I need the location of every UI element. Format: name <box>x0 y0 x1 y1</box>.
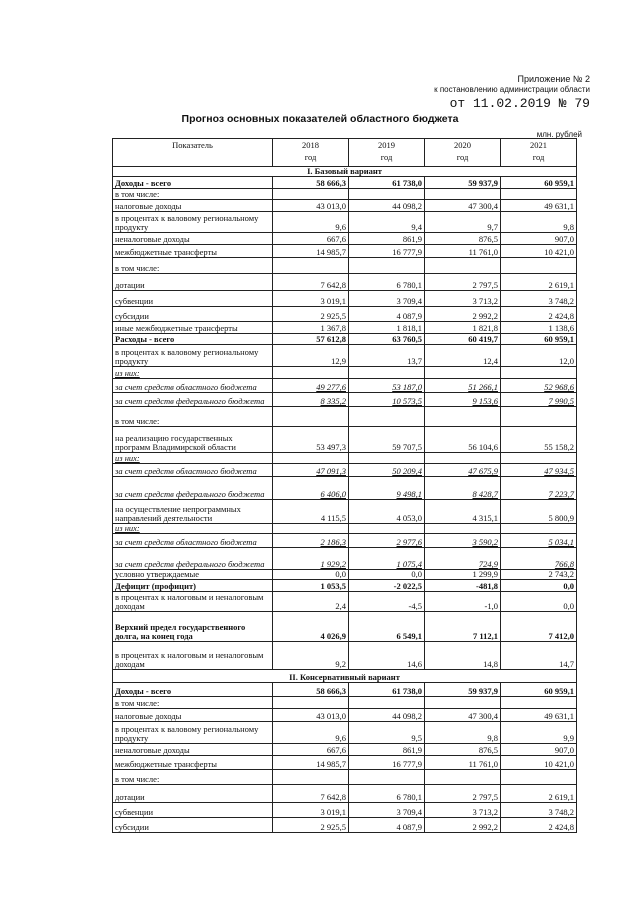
value-cell-2021: 5 800,9 <box>501 500 577 524</box>
indicator-cell: в том числе: <box>113 770 273 785</box>
indicator-cell: субсидии <box>113 818 273 833</box>
value-cell-2018: 1 367,8 <box>273 322 349 334</box>
value-cell-2020: -1,0 <box>425 592 501 612</box>
value-cell-2019: 4 053,0 <box>349 500 425 524</box>
indicator-cell: за счет средств областного бюджета <box>113 379 273 393</box>
table-row <box>113 722 577 744</box>
indicator-cell: на осуществление непрограммных направлений деятельности <box>113 500 273 524</box>
table-row <box>113 697 577 709</box>
appendix-number: Приложение № 2 <box>517 74 590 84</box>
value-cell-2019: 50 209,4 <box>349 464 425 477</box>
value-cell-2019: 63 760,5 <box>349 334 425 345</box>
indicator-cell: в том числе: <box>113 189 273 200</box>
value-cell-2018: 3 019,1 <box>273 803 349 818</box>
header-year-2021: 2021 год <box>501 139 577 167</box>
table-row <box>113 818 577 833</box>
value-cell-2020: 47 300,4 <box>425 709 501 722</box>
value-cell-2021: 2 619,1 <box>501 274 577 291</box>
table-row <box>113 709 577 722</box>
value-cell-2020 <box>425 770 501 785</box>
header-year-2020: 2020 год <box>425 139 501 167</box>
table-row <box>113 548 577 570</box>
table-row <box>113 580 577 592</box>
section-title-base: I. Базовый вариант <box>113 167 577 177</box>
indicator-cell: в процентах к валовому региональному продукту <box>113 722 273 744</box>
indicator-cell: за счет средств федерального бюджета <box>113 477 273 500</box>
value-cell-2020: -481,8 <box>425 580 501 592</box>
indicator-cell: межбюджетные трансферты <box>113 756 273 770</box>
value-cell-2018: 43 013,0 <box>273 200 349 212</box>
value-cell-2021: 2 424,8 <box>501 307 577 322</box>
header-indicator: Показатель <box>113 139 273 167</box>
table-row <box>113 322 577 334</box>
value-cell-2018: 2,4 <box>273 592 349 612</box>
value-cell-2018 <box>273 453 349 464</box>
value-cell-2019: 16 777,9 <box>349 756 425 770</box>
table-row <box>113 393 577 407</box>
table-row <box>113 200 577 212</box>
indicator-cell: Верхний предел государственного долга, на конец года <box>113 612 273 642</box>
value-cell-2018: 58 666,3 <box>273 683 349 697</box>
indicator-cell: в процентах к валовому региональному продукту <box>113 345 273 367</box>
value-cell-2021: 0,0 <box>501 580 577 592</box>
value-cell-2019: 6 780,1 <box>349 274 425 291</box>
value-cell-2020 <box>425 407 501 427</box>
value-cell-2019: 13,7 <box>349 345 425 367</box>
section-title-conservative: II. Консервативный вариант <box>113 670 577 683</box>
value-cell-2018 <box>273 697 349 709</box>
indicator-cell: в процентах к налоговым и неналоговым доходам <box>113 642 273 670</box>
indicator-cell: дотации <box>113 785 273 803</box>
value-cell-2020 <box>425 189 501 200</box>
value-cell-2020: 47 300,4 <box>425 200 501 212</box>
value-cell-2018: 2 925,5 <box>273 818 349 833</box>
value-cell-2021 <box>501 770 577 785</box>
table-row <box>113 524 577 534</box>
table-row <box>113 453 577 464</box>
table-row <box>113 274 577 291</box>
table-row <box>113 407 577 427</box>
value-cell-2020: 2 992,2 <box>425 307 501 322</box>
indicator-cell: из них: <box>113 367 273 379</box>
table-row <box>113 379 577 393</box>
table-row <box>113 803 577 818</box>
value-cell-2021: 2 424,8 <box>501 818 577 833</box>
value-cell-2019: 59 707,5 <box>349 427 425 453</box>
value-cell-2019: 3 709,4 <box>349 291 425 307</box>
value-cell-2018: 47 091,3 <box>273 464 349 477</box>
value-cell-2018: 667,6 <box>273 744 349 756</box>
value-cell-2019: 6 780,1 <box>349 785 425 803</box>
table-row <box>113 612 577 642</box>
value-cell-2018 <box>273 367 349 379</box>
value-cell-2018 <box>273 407 349 427</box>
value-cell-2020: 4 315,1 <box>425 500 501 524</box>
value-cell-2018: 14 985,7 <box>273 756 349 770</box>
indicator-cell: в том числе: <box>113 697 273 709</box>
value-cell-2020: 9,7 <box>425 212 501 233</box>
value-cell-2020: 1 821,8 <box>425 322 501 334</box>
units-label: млн. рублей <box>536 130 582 139</box>
value-cell-2019: 14,6 <box>349 642 425 670</box>
resolution-date-number: от 11.02.2019 № 79 <box>449 96 590 111</box>
table-row <box>113 345 577 367</box>
indicator-cell: Расходы - всего <box>113 334 273 345</box>
value-cell-2021 <box>501 258 577 274</box>
table-row <box>113 785 577 803</box>
value-cell-2019 <box>349 697 425 709</box>
value-cell-2021: 0,0 <box>501 592 577 612</box>
value-cell-2018: 43 013,0 <box>273 709 349 722</box>
table-row <box>113 307 577 322</box>
value-cell-2021: 60 959,1 <box>501 334 577 345</box>
value-cell-2019: 9,5 <box>349 722 425 744</box>
budget-forecast-table <box>112 138 577 833</box>
indicator-cell: субвенции <box>113 803 273 818</box>
value-cell-2020: 11 761,0 <box>425 245 501 258</box>
value-cell-2021: 49 631,1 <box>501 709 577 722</box>
value-cell-2018: 9,6 <box>273 212 349 233</box>
value-cell-2020: 51 266,1 <box>425 379 501 393</box>
value-cell-2019: 4 087,9 <box>349 818 425 833</box>
value-cell-2019 <box>349 407 425 427</box>
value-cell-2018 <box>273 770 349 785</box>
table-header-row <box>113 139 577 167</box>
value-cell-2019: 861,9 <box>349 744 425 756</box>
value-cell-2019: 3 709,4 <box>349 803 425 818</box>
value-cell-2020: 3 713,2 <box>425 291 501 307</box>
value-cell-2021 <box>501 453 577 464</box>
table-row <box>113 500 577 524</box>
value-cell-2019: 1 818,1 <box>349 322 425 334</box>
value-cell-2020: 56 104,6 <box>425 427 501 453</box>
value-cell-2018: 2 186,3 <box>273 534 349 548</box>
value-cell-2019: 0,0 <box>349 570 425 580</box>
value-cell-2020: 59 937,9 <box>425 683 501 697</box>
value-cell-2019: 44 098,2 <box>349 709 425 722</box>
value-cell-2018: 3 019,1 <box>273 291 349 307</box>
value-cell-2021 <box>501 189 577 200</box>
value-cell-2021: 47 934,5 <box>501 464 577 477</box>
table-row <box>113 642 577 670</box>
indicator-cell: налоговые доходы <box>113 709 273 722</box>
table-row <box>113 756 577 770</box>
value-cell-2018: 1 929,2 <box>273 548 349 570</box>
value-cell-2021 <box>501 524 577 534</box>
value-cell-2020: 59 937,9 <box>425 177 501 189</box>
value-cell-2020: 8 428,7 <box>425 477 501 500</box>
indicator-cell: в процентах к валовому региональному продукту <box>113 212 273 233</box>
value-cell-2021: 5 034,1 <box>501 534 577 548</box>
value-cell-2021 <box>501 367 577 379</box>
value-cell-2021: 3 748,2 <box>501 803 577 818</box>
value-cell-2020 <box>425 258 501 274</box>
value-cell-2021: 52 968,6 <box>501 379 577 393</box>
value-cell-2021: 12,0 <box>501 345 577 367</box>
value-cell-2021: 907,0 <box>501 233 577 245</box>
table-row <box>113 367 577 379</box>
value-cell-2021: 766,8 <box>501 548 577 570</box>
value-cell-2018: 0,0 <box>273 570 349 580</box>
value-cell-2019: 61 738,0 <box>349 177 425 189</box>
value-cell-2021: 10 421,0 <box>501 245 577 258</box>
value-cell-2020: 876,5 <box>425 744 501 756</box>
value-cell-2018: 4 115,5 <box>273 500 349 524</box>
value-cell-2018 <box>273 189 349 200</box>
value-cell-2020: 9 153,6 <box>425 393 501 407</box>
indicator-cell: иные межбюджетные трансферты <box>113 322 273 334</box>
table-row <box>113 592 577 612</box>
table-row <box>113 570 577 580</box>
value-cell-2019 <box>349 189 425 200</box>
value-cell-2018: 57 612,8 <box>273 334 349 345</box>
table-row <box>113 770 577 785</box>
value-cell-2021: 55 158,2 <box>501 427 577 453</box>
table-row <box>113 233 577 245</box>
value-cell-2018: 14 985,7 <box>273 245 349 258</box>
value-cell-2021: 2 619,1 <box>501 785 577 803</box>
value-cell-2019: 1 075,4 <box>349 548 425 570</box>
indicator-cell: субвенции <box>113 291 273 307</box>
value-cell-2018: 8 335,2 <box>273 393 349 407</box>
value-cell-2019 <box>349 367 425 379</box>
appendix-reference: к постановлению администрации области <box>434 85 590 94</box>
value-cell-2019: 44 098,2 <box>349 200 425 212</box>
value-cell-2019: 4 087,9 <box>349 307 425 322</box>
value-cell-2020 <box>425 367 501 379</box>
value-cell-2019 <box>349 524 425 534</box>
table-row <box>113 464 577 477</box>
table-row <box>113 258 577 274</box>
value-cell-2018: 9,2 <box>273 642 349 670</box>
value-cell-2020 <box>425 524 501 534</box>
indicator-cell: неналоговые доходы <box>113 744 273 756</box>
value-cell-2020: 2 797,5 <box>425 274 501 291</box>
value-cell-2018: 4 026,9 <box>273 612 349 642</box>
value-cell-2021: 9,9 <box>501 722 577 744</box>
indicator-cell: за счет средств федерального бюджета <box>113 393 273 407</box>
indicator-cell: в процентах к налоговым и неналоговым доходам <box>113 592 273 612</box>
indicator-cell: неналоговые доходы <box>113 233 273 245</box>
indicator-cell: субсидии <box>113 307 273 322</box>
value-cell-2018: 7 642,8 <box>273 274 349 291</box>
indicator-cell: дотации <box>113 274 273 291</box>
value-cell-2021: 49 631,1 <box>501 200 577 212</box>
value-cell-2020: 1 299,9 <box>425 570 501 580</box>
value-cell-2021: 3 748,2 <box>501 291 577 307</box>
value-cell-2020: 47 675,9 <box>425 464 501 477</box>
value-cell-2021 <box>501 697 577 709</box>
table-row <box>113 334 577 345</box>
table-row <box>113 744 577 756</box>
value-cell-2021: 907,0 <box>501 744 577 756</box>
value-cell-2020: 3 713,2 <box>425 803 501 818</box>
value-cell-2021: 9,8 <box>501 212 577 233</box>
indicator-cell: межбюджетные трансферты <box>113 245 273 258</box>
value-cell-2020: 724,9 <box>425 548 501 570</box>
indicator-cell: в том числе: <box>113 258 273 274</box>
table-row <box>113 477 577 500</box>
value-cell-2021 <box>501 407 577 427</box>
value-cell-2020: 3 590,2 <box>425 534 501 548</box>
value-cell-2021: 10 421,0 <box>501 756 577 770</box>
indicator-cell: условно утверждаемые <box>113 570 273 580</box>
value-cell-2018: 49 277,6 <box>273 379 349 393</box>
indicator-cell: за счет средств федерального бюджета <box>113 548 273 570</box>
value-cell-2019: -2 022,5 <box>349 580 425 592</box>
indicator-cell: за счет средств областного бюджета <box>113 464 273 477</box>
value-cell-2020: 14,8 <box>425 642 501 670</box>
value-cell-2021: 7 412,0 <box>501 612 577 642</box>
table-row <box>113 683 577 697</box>
value-cell-2019: 10 573,5 <box>349 393 425 407</box>
table-row <box>113 427 577 453</box>
section-row <box>113 670 577 683</box>
value-cell-2018: 2 925,5 <box>273 307 349 322</box>
value-cell-2019: 61 738,0 <box>349 683 425 697</box>
value-cell-2018 <box>273 258 349 274</box>
value-cell-2021: 7 990,5 <box>501 393 577 407</box>
value-cell-2018: 667,6 <box>273 233 349 245</box>
indicator-cell: на реализацию государственных программ Владимирской области <box>113 427 273 453</box>
value-cell-2019 <box>349 770 425 785</box>
value-cell-2020: 7 112,1 <box>425 612 501 642</box>
indicator-cell: Доходы - всего <box>113 177 273 189</box>
value-cell-2020 <box>425 453 501 464</box>
value-cell-2019: 9 498,1 <box>349 477 425 500</box>
value-cell-2020: 876,5 <box>425 233 501 245</box>
value-cell-2018: 9,6 <box>273 722 349 744</box>
value-cell-2019: 9,4 <box>349 212 425 233</box>
value-cell-2020 <box>425 697 501 709</box>
value-cell-2018: 6 406,0 <box>273 477 349 500</box>
value-cell-2021: 14,7 <box>501 642 577 670</box>
value-cell-2018: 53 497,3 <box>273 427 349 453</box>
value-cell-2019: 6 549,1 <box>349 612 425 642</box>
indicator-cell: в том числе: <box>113 407 273 427</box>
value-cell-2018: 7 642,8 <box>273 785 349 803</box>
document-title: Прогноз основных показателей областного бюджета <box>181 113 459 125</box>
value-cell-2020: 60 419,7 <box>425 334 501 345</box>
value-cell-2018: 58 666,3 <box>273 177 349 189</box>
table-row <box>113 245 577 258</box>
header-year-2018: 2018 год <box>273 139 349 167</box>
indicator-cell: за счет средств областного бюджета <box>113 534 273 548</box>
value-cell-2020: 9,8 <box>425 722 501 744</box>
value-cell-2018: 1 053,5 <box>273 580 349 592</box>
value-cell-2020: 12,4 <box>425 345 501 367</box>
table-row <box>113 177 577 189</box>
value-cell-2019: -4,5 <box>349 592 425 612</box>
value-cell-2019: 861,9 <box>349 233 425 245</box>
indicator-cell: налоговые доходы <box>113 200 273 212</box>
value-cell-2019: 53 187,0 <box>349 379 425 393</box>
value-cell-2020: 2 992,2 <box>425 818 501 833</box>
value-cell-2021: 2 743,2 <box>501 570 577 580</box>
indicator-cell: из них: <box>113 453 273 464</box>
value-cell-2021: 7 223,7 <box>501 477 577 500</box>
value-cell-2021: 60 959,1 <box>501 683 577 697</box>
value-cell-2019: 16 777,9 <box>349 245 425 258</box>
table-row <box>113 212 577 233</box>
indicator-cell: Доходы - всего <box>113 683 273 697</box>
indicator-cell: Дефицит (профицит) <box>113 580 273 592</box>
value-cell-2018: 12,9 <box>273 345 349 367</box>
header-year-2019: 2019 год <box>349 139 425 167</box>
value-cell-2020: 11 761,0 <box>425 756 501 770</box>
value-cell-2021: 1 138,6 <box>501 322 577 334</box>
table-row <box>113 534 577 548</box>
table-row <box>113 291 577 307</box>
value-cell-2018 <box>273 524 349 534</box>
value-cell-2021: 60 959,1 <box>501 177 577 189</box>
value-cell-2020: 2 797,5 <box>425 785 501 803</box>
table-row <box>113 189 577 200</box>
value-cell-2019 <box>349 258 425 274</box>
value-cell-2019: 2 977,6 <box>349 534 425 548</box>
section-row <box>113 167 577 177</box>
indicator-cell: из них: <box>113 524 273 534</box>
value-cell-2019 <box>349 453 425 464</box>
